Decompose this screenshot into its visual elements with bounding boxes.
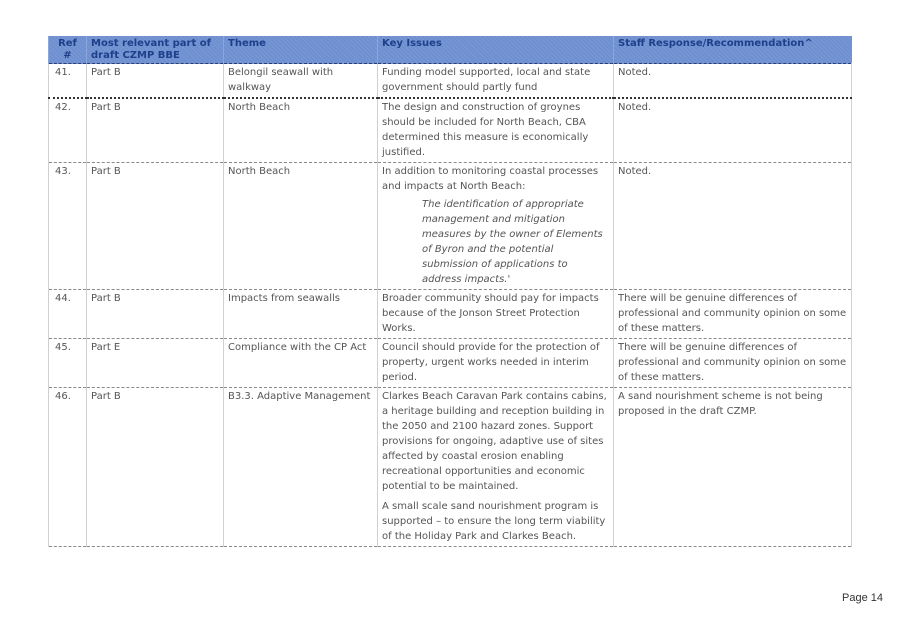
header-part: Most relevant part of draft CZMP BBE — [87, 36, 224, 64]
header-key-issues: Key Issues — [378, 36, 614, 64]
cell-ref: 44. — [49, 290, 87, 339]
table-row — [49, 64, 852, 99]
cell-part: Part E — [87, 339, 224, 388]
cell-theme: North Beach — [224, 98, 378, 163]
cell-staff-response: Noted. — [614, 98, 852, 163]
header-row — [49, 36, 852, 64]
cell-part: Part B — [87, 64, 224, 99]
table-row — [49, 98, 852, 163]
cell-staff-response: There will be genuine differences of professional and community opinion on some of these matters. — [614, 290, 852, 339]
cell-staff-response: There will be genuine differences of professional and community opinion on some of these matters. — [614, 339, 852, 388]
cell-key-issues — [378, 339, 614, 388]
issue-text: The design and construction of groynes should be included for North Beach, CBA determined this measure is economically justified. — [382, 102, 589, 158]
cell-ref: 41. — [49, 64, 87, 99]
cell-key-issues — [378, 98, 614, 163]
cell-part: Part B — [87, 388, 224, 547]
submissions-table — [48, 36, 852, 547]
table-row — [49, 388, 852, 547]
header-theme: Theme — [224, 36, 378, 64]
issue-text: Funding model supported, local and state government should partly fund — [382, 67, 591, 93]
cell-staff-response: A sand nourishment scheme is not being proposed in the draft CZMP. — [614, 388, 852, 547]
cell-staff-response: Noted. — [614, 64, 852, 99]
table-body — [49, 64, 852, 547]
cell-ref: 46. — [49, 388, 87, 547]
cell-part: Part B — [87, 163, 224, 290]
cell-part: Part B — [87, 98, 224, 163]
cell-staff-response: Noted. — [614, 163, 852, 290]
issue-text: Broader community should pay for impacts because of the Jonson Street Protection Works. — [382, 293, 599, 334]
cell-key-issues — [378, 290, 614, 339]
cell-part: Part B — [87, 290, 224, 339]
issue-text: A small scale sand nourishment program is supported – to ensure the long term viability of the Holiday Park and Clarkes Beach. — [382, 501, 606, 542]
page-number: Page 14 — [842, 592, 883, 604]
cell-ref: 42. — [49, 98, 87, 163]
cell-key-issues — [378, 163, 614, 290]
cell-ref: 45. — [49, 339, 87, 388]
header-ref: Ref # — [49, 36, 87, 64]
cell-ref: 43. — [49, 163, 87, 290]
cell-theme: Belongil seawall with walkway — [224, 64, 378, 99]
cell-key-issues — [378, 64, 614, 99]
table-row — [49, 163, 852, 290]
issue-text: Clarkes Beach Caravan Park contains cabins, a heritage building and reception building in the 2050 and 2100 hazard zones. Support provisions for ongoing, adaptive use of sites affected by coastal erosion enabling recreational opportunities and economic potential to be maintained. — [382, 391, 607, 492]
cell-theme: North Beach — [224, 163, 378, 290]
header-staff-response: Staff Response/Recommendation^ — [614, 36, 852, 64]
cell-key-issues — [378, 388, 614, 547]
issue-quote: The identification of appropriate management and mitigation measures by the owner of Elements of Byron and the potential submission of applications to address impacts.' — [422, 199, 603, 285]
issue-text: In addition to monitoring coastal processes and impacts at North Beach: — [382, 166, 599, 192]
cell-theme: Compliance with the CP Act — [224, 339, 378, 388]
table-row — [49, 290, 852, 339]
issue-text: Council should provide for the protection of property, urgent works needed in interim period. — [382, 342, 600, 383]
table-row — [49, 339, 852, 388]
cell-theme: B3.3. Adaptive Management — [224, 388, 378, 547]
table-header — [49, 36, 852, 64]
cell-theme: Impacts from seawalls — [224, 290, 378, 339]
